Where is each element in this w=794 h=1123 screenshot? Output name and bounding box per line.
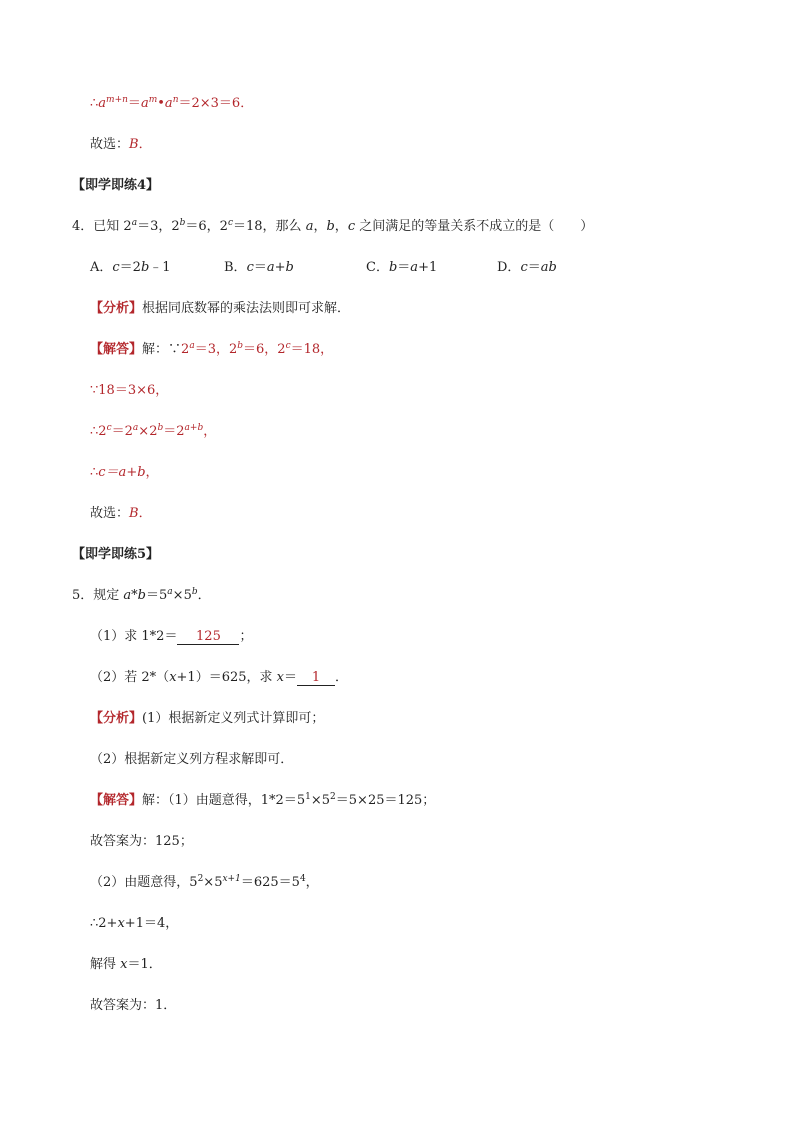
question-5: 5．规定 $a*b=5^a\times 5^b$．	[72, 587, 211, 603]
solve-line: 解得 x＝1．	[90, 957, 162, 972]
option-d: D．c＝ab	[497, 260, 557, 275]
choose-line: 故选：B．	[90, 137, 152, 152]
because-line: ∵18＝3×6，	[90, 383, 169, 398]
therefore-line-2: ∴c＝a+b，	[90, 465, 159, 480]
analysis-4: 【分析】根据同底数幂的乘法法则即可求解．	[90, 301, 351, 316]
section-header-5: 【即学即练5】	[72, 547, 160, 562]
choose-line-4: 故选：B．	[90, 506, 152, 521]
analysis-5-part-2: （2）根据新定义列方程求解即可．	[90, 752, 294, 767]
exponent-line: $\therefore a^{m+n}=a^m•a^n=2\times 3=6$．	[90, 95, 254, 111]
therefore-line-1: $\therefore 2^c=2^a\times 2^b=2^{a+b}$，	[90, 423, 217, 439]
solution-4: 【解答】解：$\because 2^a=3$，$2^b=6$，$2^c=18$，	[90, 341, 334, 357]
question-5-part-1: （1）求 1*2＝ 125 ；	[90, 629, 253, 644]
answer-blank-2: 1	[297, 670, 335, 686]
solution-5: 【解答】解：（1）由题意得，$1*2=5^1\times 5^2=5\times 25=125$；	[90, 792, 436, 808]
solution-5-part-2: （2）由题意得，$5^2\times 5^{x+1}=625=5^4$，	[90, 874, 319, 890]
section-header-4: 【即学即练4】	[72, 178, 160, 193]
answer-line-1: 故答案为：125；	[90, 834, 193, 849]
analysis-5: 【分析】(1）根据新定义列式计算即可；	[90, 711, 325, 726]
question-5-part-2: （2）若 2*（x+1）＝625，求 x＝ 1 ．	[90, 670, 349, 685]
answer-line-2: 故答案为：1．	[90, 998, 177, 1013]
answer-blank-1: 125	[177, 629, 239, 645]
question-4: 4．已知 $2^a=3$，$2^b=6$，$2^c=18$，那么 a，b，c 之间满足的等量关系不成立的是（ ）	[72, 218, 594, 234]
therefore-line-3: ∴2+x+1＝4，	[90, 916, 179, 931]
option-a: A．c＝2b﹣1	[90, 260, 171, 275]
option-c: C．b＝a+1	[366, 260, 438, 275]
option-b: B．c＝a+b	[224, 260, 294, 275]
